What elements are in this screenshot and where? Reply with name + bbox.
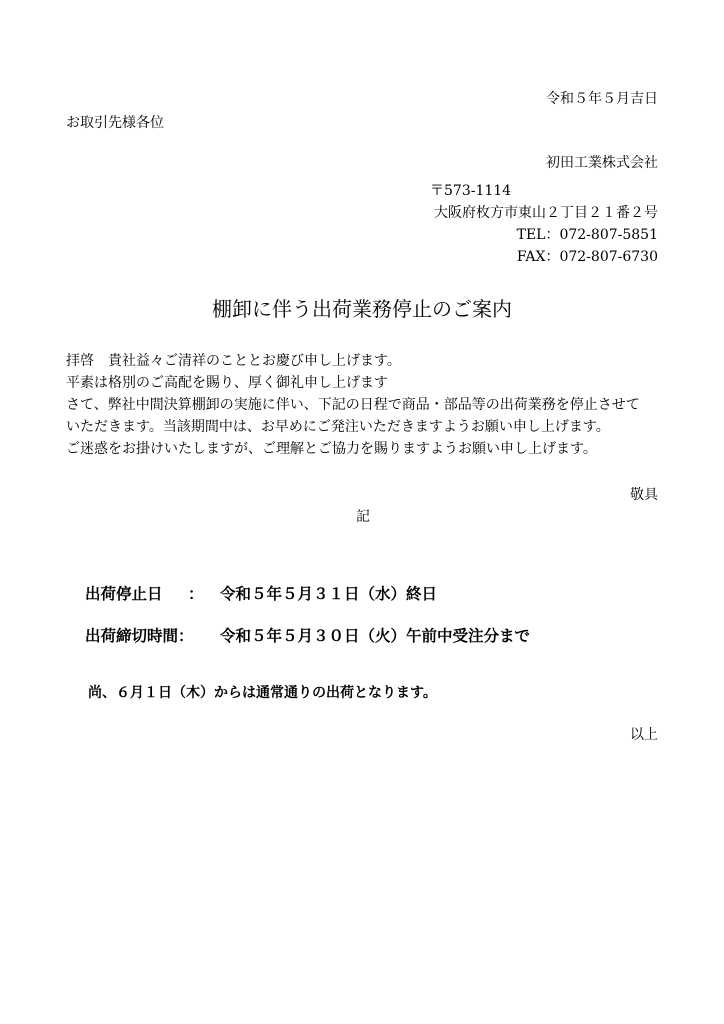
resume-note: 尚、６月１日（木）からは通常通りの出荷となります。	[88, 685, 437, 701]
cutoff-time-value: 令和５年５月３０日（火）午前中受注分まで	[220, 627, 531, 645]
addressee: お取引先様各位	[66, 115, 164, 131]
body-line: さて、弊社中間決算棚卸の実施に伴い、下記の日程で商品・部品等の出荷業務を停止させて	[66, 397, 640, 413]
sender-address: 大阪府枚方市東山２丁目２１番２号	[434, 205, 658, 221]
stop-date-value: 令和５年５月３１日（水）終日	[220, 585, 438, 603]
body-line: いただきます。当該期間中は、お早めにご発注いただきますようお願い申し上げます。	[66, 419, 610, 435]
body-line: ご迷惑をお掛けいたしますが、ご理解とご協力を賜りますようお願い申し上げます。	[66, 441, 597, 457]
sender-tel: TEL：072-807-5851	[516, 227, 658, 243]
document-title: 棚卸に伴う出荷業務停止のご案内	[212, 297, 512, 321]
sender-company: 初田工業株式会社	[546, 155, 658, 171]
stop-date-label: 出荷停止日	[85, 585, 163, 603]
cutoff-time-label: 出荷締切時間：	[85, 627, 194, 645]
closing-ijo: 以上	[630, 727, 658, 743]
body-line: 平素は格別のご高配を賜り、厚く御礼申し上げます	[66, 375, 388, 391]
ki-heading: 記	[356, 509, 370, 525]
stop-date-colon: ：	[188, 585, 204, 603]
body-line: 拝啓 貴社益々ご清祥のこととお慶び申し上げます。	[66, 353, 401, 369]
sender-fax: FAX：072-807-6730	[516, 249, 658, 265]
body-text	[66, 350, 640, 460]
closing-keigu: 敬具	[630, 487, 658, 503]
sender-postal-code: 〒573-1114	[430, 183, 512, 199]
document-date: 令和５年５月吉日	[546, 91, 658, 107]
